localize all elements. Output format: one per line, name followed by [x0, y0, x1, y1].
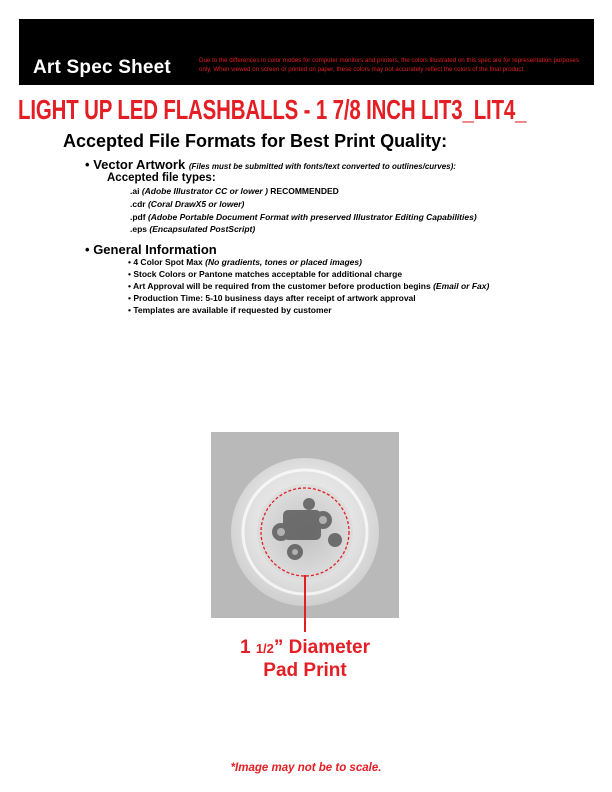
- color-disclaimer: Due to the differences in color modes for computer monitors and printers, the colors illustrated on this spec are for representation purposes only. When viewed on screen or printed on paper, these colors may not accurately reflect the colors of the final product.: [199, 57, 579, 73]
- file-ext: .ai: [130, 186, 140, 196]
- pad-print-label: Pad Print: [263, 660, 347, 681]
- file-desc: (Adobe Illustrator CC or lower ): [141, 186, 268, 196]
- general-item-text: • Art Approval will be required from the customer before production begins: [128, 281, 431, 291]
- product-title: LIGHT UP LED FLASHBALLS - 1 7/8 INCH LIT3_LIT4_: [18, 94, 527, 125]
- pad-print-callout: [200, 637, 410, 682]
- general-item-note: (Email or Fax): [433, 281, 490, 291]
- bullet: •: [85, 157, 90, 172]
- header-title: Art Spec Sheet: [33, 57, 171, 78]
- general-item: [128, 269, 402, 279]
- file-types-heading: Accepted file types:: [107, 172, 216, 184]
- file-desc: (Adobe Portable Document Format with preserved Illustrator Editing Capabilities): [147, 212, 477, 222]
- file-type-pdf: [130, 212, 477, 222]
- diameter-label: [200, 637, 410, 660]
- file-desc: (Encapsulated PostScript): [149, 224, 256, 234]
- callout-line: [304, 575, 306, 632]
- vector-artwork-heading: [85, 157, 456, 172]
- file-ext: .eps: [130, 224, 148, 234]
- diameter-rest: ” Diameter: [273, 637, 371, 658]
- general-item-note: (No gradients, tones or placed images): [205, 257, 362, 267]
- scale-note: *Image may not be to scale.: [230, 762, 382, 774]
- general-item: [128, 293, 416, 303]
- general-info-heading: [85, 242, 217, 257]
- file-type-ai: [130, 186, 339, 196]
- file-extra: RECOMMENDED: [270, 186, 339, 196]
- general-item-text: • Production Time: 5-10 business days after receipt of artwork approval: [128, 293, 416, 303]
- header-bar: [19, 19, 594, 85]
- general-item-text: • 4 Color Spot Max: [128, 257, 203, 267]
- file-type-cdr: [130, 199, 244, 209]
- formats-heading: Accepted File Formats for Best Print Quality:: [63, 131, 448, 151]
- file-ext: .pdf: [130, 212, 146, 222]
- general-item-text: • Templates are available if requested by customer: [128, 305, 332, 315]
- diameter-fraction: 1/2: [255, 641, 274, 656]
- general-item: [128, 305, 332, 315]
- general-item-text: • Stock Colors or Pantone matches acceptable for additional charge: [128, 269, 403, 279]
- bullet: •: [85, 242, 90, 257]
- general-info-label: General Information: [93, 242, 217, 257]
- file-desc: (Coral DrawX5 or lower): [147, 199, 245, 209]
- general-item: [128, 257, 362, 267]
- vector-artwork-label: Vector Artwork: [93, 157, 186, 172]
- diameter-whole: 1: [239, 637, 251, 658]
- general-item: [128, 281, 489, 291]
- file-ext: .cdr: [130, 199, 146, 209]
- vector-artwork-note: (Files must be submitted with fonts/text converted to outlines/curves):: [188, 162, 456, 171]
- file-type-eps: [130, 224, 255, 234]
